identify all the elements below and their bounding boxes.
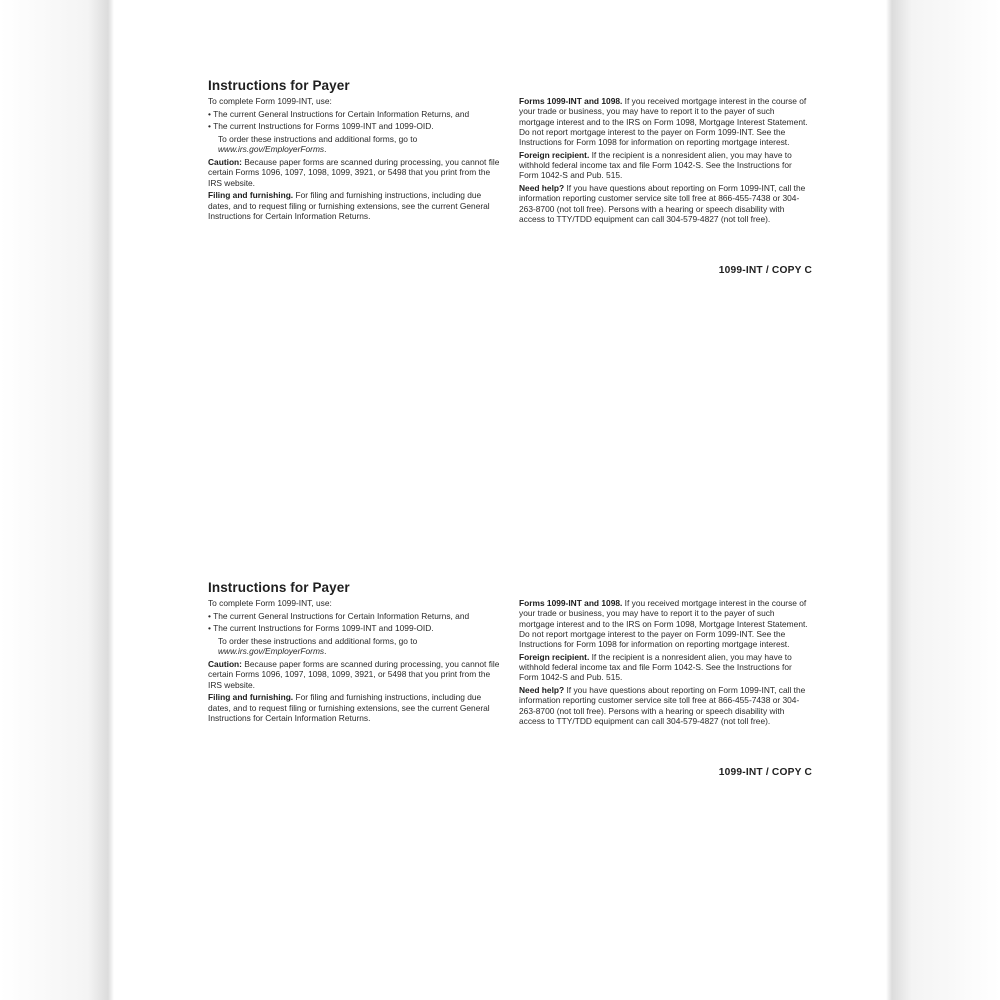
caution-paragraph [208,157,500,188]
instructions-panel-top [208,78,812,288]
intro-text: To complete Form 1099-INT, use: [208,96,332,106]
bullet-text: The current General Instructions for Certain Information Returns, and [213,610,470,621]
instructions-panel-bottom [208,580,812,790]
right-column [519,598,811,729]
form-sheet [114,0,886,1000]
caution-label: Caution: [208,659,242,670]
irs-link[interactable]: www.irs.gov/EmployerForms [218,646,325,657]
order-period: . [324,646,327,657]
bullet-glyph: • [208,623,211,634]
caution-text: Because paper forms are scanned during processing, you cannot file certain Forms 1096, 1097, 1098, 1099, 3921, or 5498 that you print from the IRS website. [208,659,500,690]
bullet-text: The current General Instructions for Certain Information Returns, and [213,108,470,119]
forms-paragraph [519,96,811,147]
order-paragraph [208,134,500,155]
copy-label: 1099-INT / COPY C [718,767,812,778]
help-label: Need help? [519,183,565,194]
foreign-paragraph [519,652,811,683]
panel-title: Instructions for Payer [208,78,350,93]
foreign-text: If the recipient is a nonresident alien, you may have to withhold federal income tax and file Form 1042-S. See the Instructions for Form 1042-S and Pub. 515. [519,651,792,683]
filing-paragraph [208,692,500,723]
bullet-form-instructions [208,623,500,633]
forms-paragraph [519,598,811,649]
order-period: . [324,144,327,155]
left-column [208,96,500,224]
help-paragraph [519,685,811,726]
irs-link[interactable]: www.irs.gov/EmployerForms [218,144,325,155]
caution-text: Because paper forms are scanned during processing, you cannot file certain Forms 1096, 1097, 1098, 1099, 3921, or 5498 that you print from the IRS website. [208,157,500,188]
panel-title: Instructions for Payer [208,580,350,595]
bullet-glyph: • [208,121,211,132]
bullet-form-instructions [208,121,500,131]
bullet-glyph: • [208,108,211,119]
filing-paragraph [208,190,500,221]
help-label: Need help? [519,685,565,696]
help-paragraph [519,183,811,224]
help-text: If you have questions about reporting on Form 1099-INT, call the information reporting customer service site toll free at 866-455-7438 or 304-263-8700 (not toll free). Persons with a hearing or speech disability with access to TTY/TDD equipment can call 304-579-4827 (not toll free). [519,685,806,727]
foreign-label: Foreign recipient. [519,651,590,662]
filing-label: Filing and furnishing. [208,190,294,201]
foreign-paragraph [519,150,811,181]
bullet-text: The current Instructions for Forms 1099-INT and 1099-OID. [213,121,434,132]
right-column [519,96,811,227]
order-text: To order these instructions and additional forms, go to [218,134,418,145]
order-text: To order these instructions and additional forms, go to [218,636,418,647]
intro-text: To complete Form 1099-INT, use: [208,598,332,608]
order-paragraph [208,636,500,657]
filing-label: Filing and furnishing. [208,692,294,703]
left-column [208,598,500,726]
forms-label: Forms 1099-INT and 1098. [519,96,623,106]
filing-text: For filing and furnishing instructions, including due dates, and to request filing or furnishing extensions, see the current General Instructions for Certain Information Returns. [208,692,490,723]
bullet-general-instructions [208,109,500,119]
foreign-label: Foreign recipient. [519,149,590,160]
copy-label: 1099-INT / COPY C [718,265,812,276]
forms-text: If you received mortgage interest in the course of your trade or business, you may have to report it to the payer of such mortgage interest and to the IRS on Form 1098, Mortgage Interest Statement. Do not report mortgage interest to the payer on Form 1099-INT. See the Instructions for Form 1098 for information on reporting mortgage interest. [519,598,808,650]
help-text: If you have questions about reporting on Form 1099-INT, call the information reporting customer service site toll free at 866-455-7438 or 304-263-8700 (not toll free). Persons with a hearing or speech disability with access to TTY/TDD equipment can call 304-579-4827 (not toll free). [519,183,806,225]
forms-label: Forms 1099-INT and 1098. [519,598,623,608]
bullet-glyph: • [208,610,211,621]
foreign-text: If the recipient is a nonresident alien, you may have to withhold federal income tax and file Form 1042-S. See the Instructions for Form 1042-S and Pub. 515. [519,149,792,181]
caution-paragraph [208,659,500,690]
filing-text: For filing and furnishing instructions, including due dates, and to request filing or furnishing extensions, see the current General Instructions for Certain Information Returns. [208,190,490,221]
forms-text: If you received mortgage interest in the course of your trade or business, you may have to report it to the payer of such mortgage interest and to the IRS on Form 1098, Mortgage Interest Statement. Do not report mortgage interest to the payer on Form 1099-INT. See the Instructions for Form 1098 for information on reporting mortgage interest. [519,96,808,148]
caution-label: Caution: [208,157,242,168]
bullet-general-instructions [208,611,500,621]
bullet-text: The current Instructions for Forms 1099-INT and 1099-OID. [213,623,434,634]
